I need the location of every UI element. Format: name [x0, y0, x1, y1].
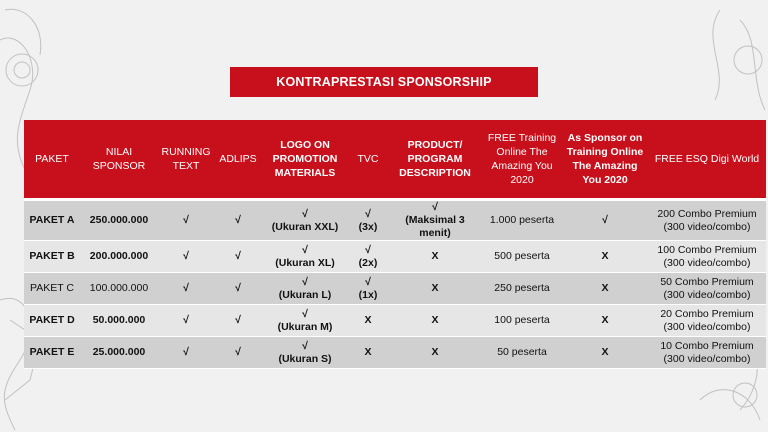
cell-running-text: √: [158, 337, 214, 369]
header-nilai-sponsor: NILAI SPONSOR: [80, 120, 158, 200]
header-digi-world: FREE ESQ Digi World: [648, 120, 766, 200]
cell-tvc-check: √: [365, 275, 371, 288]
cell-paket: PAKET B: [24, 241, 80, 273]
cell-training: 250 peserta: [482, 273, 562, 305]
cell-sponsor: X: [562, 241, 648, 273]
cell-adlips: √: [214, 273, 262, 305]
header-as-sponsor: As Sponsor on Training Online The Amazing You 2020: [562, 120, 648, 200]
cell-training: 50 peserta: [482, 337, 562, 369]
cell-nilai: 100.000.000: [80, 273, 158, 305]
cell-tvc: X: [348, 337, 388, 369]
cell-tvc: [348, 273, 388, 305]
cell-logo-size: (Ukuran S): [278, 352, 332, 365]
cell-logo-size: (Ukuran M): [277, 320, 333, 333]
cell-adlips: √: [214, 200, 262, 241]
table-row: [24, 305, 766, 337]
cell-logo-check: √: [302, 307, 308, 320]
cell-logo: [262, 273, 348, 305]
cell-paket: PAKET C: [24, 273, 80, 305]
cell-product: X: [388, 337, 482, 369]
cell-digi: 50 Combo Premium (300 video/combo): [648, 273, 766, 305]
cell-tvc: [348, 241, 388, 273]
cell-training: 500 peserta: [482, 241, 562, 273]
cell-logo-check: √: [302, 243, 308, 256]
header-logo: LOGO ON PROMOTION MATERIALS: [262, 120, 348, 200]
cell-running-text: √: [158, 200, 214, 241]
cell-tvc-check: √: [365, 243, 371, 256]
cell-paket: PAKET D: [24, 305, 80, 337]
cell-sponsor: X: [562, 305, 648, 337]
cell-digi: 20 Combo Premium (300 video/combo): [648, 305, 766, 337]
cell-running-text: √: [158, 273, 214, 305]
cell-logo-check: √: [302, 207, 308, 220]
cell-logo-size: (Ukuran L): [278, 288, 332, 301]
cell-logo: [262, 305, 348, 337]
cell-training: 1.000 peserta: [482, 200, 562, 241]
cell-digi: 10 Combo Premium (300 video/combo): [648, 337, 766, 369]
cell-logo-size: (Ukuran XXL): [271, 220, 339, 233]
sponsorship-table: [24, 120, 766, 369]
cell-training: 100 peserta: [482, 305, 562, 337]
cell-tvc-freq: (3x): [358, 220, 378, 233]
cell-sponsor: √: [562, 200, 648, 241]
cell-logo: [262, 241, 348, 273]
header-tvc: TVC: [348, 120, 388, 200]
table-row: [24, 337, 766, 369]
cell-tvc-freq: (2x): [358, 256, 378, 269]
cell-tvc-check: √: [365, 207, 371, 220]
cell-running-text: √: [158, 241, 214, 273]
cell-product: [388, 200, 482, 241]
cell-tvc-freq: (1x): [358, 288, 378, 301]
header-row: [24, 120, 766, 200]
table-row: [24, 200, 766, 241]
cell-sponsor: X: [562, 273, 648, 305]
header-adlips: ADLIPS: [214, 120, 262, 200]
header-running-text: RUNNING TEXT: [158, 120, 214, 200]
cell-nilai: 200.000.000: [80, 241, 158, 273]
cell-logo-size: (Ukuran XL): [275, 256, 335, 269]
cell-digi: 100 Combo Premium (300 video/combo): [648, 241, 766, 273]
cell-digi: 200 Combo Premium (300 video/combo): [648, 200, 766, 241]
cell-product-note: (Maksimal 3 menit): [405, 214, 465, 239]
cell-tvc: X: [348, 305, 388, 337]
header-free-training: FREE Training Online The Amazing You 2020: [482, 120, 562, 200]
cell-running-text: √: [158, 305, 214, 337]
cell-logo: [262, 200, 348, 241]
cell-nilai: 50.000.000: [80, 305, 158, 337]
page-title: KONTRAPRESTASI SPONSORSHIP: [230, 67, 538, 97]
cell-adlips: √: [214, 241, 262, 273]
cell-nilai: 250.000.000: [80, 200, 158, 241]
cell-logo: [262, 337, 348, 369]
cell-nilai: 25.000.000: [80, 337, 158, 369]
header-paket: PAKET: [24, 120, 80, 200]
cell-product: X: [388, 305, 482, 337]
table-row: [24, 241, 766, 273]
cell-adlips: √: [214, 305, 262, 337]
header-product: PRODUCT/ PROGRAM DESCRIPTION: [388, 120, 482, 200]
cell-tvc: [348, 200, 388, 241]
cell-logo-check: √: [302, 339, 308, 352]
cell-sponsor: X: [562, 337, 648, 369]
cell-paket: PAKET E: [24, 337, 80, 369]
cell-product: X: [388, 273, 482, 305]
cell-paket: PAKET A: [24, 200, 80, 241]
table-row: [24, 273, 766, 305]
cell-product-check: √: [432, 201, 438, 213]
cell-adlips: √: [214, 337, 262, 369]
cell-logo-check: √: [302, 275, 308, 288]
cell-product: X: [388, 241, 482, 273]
